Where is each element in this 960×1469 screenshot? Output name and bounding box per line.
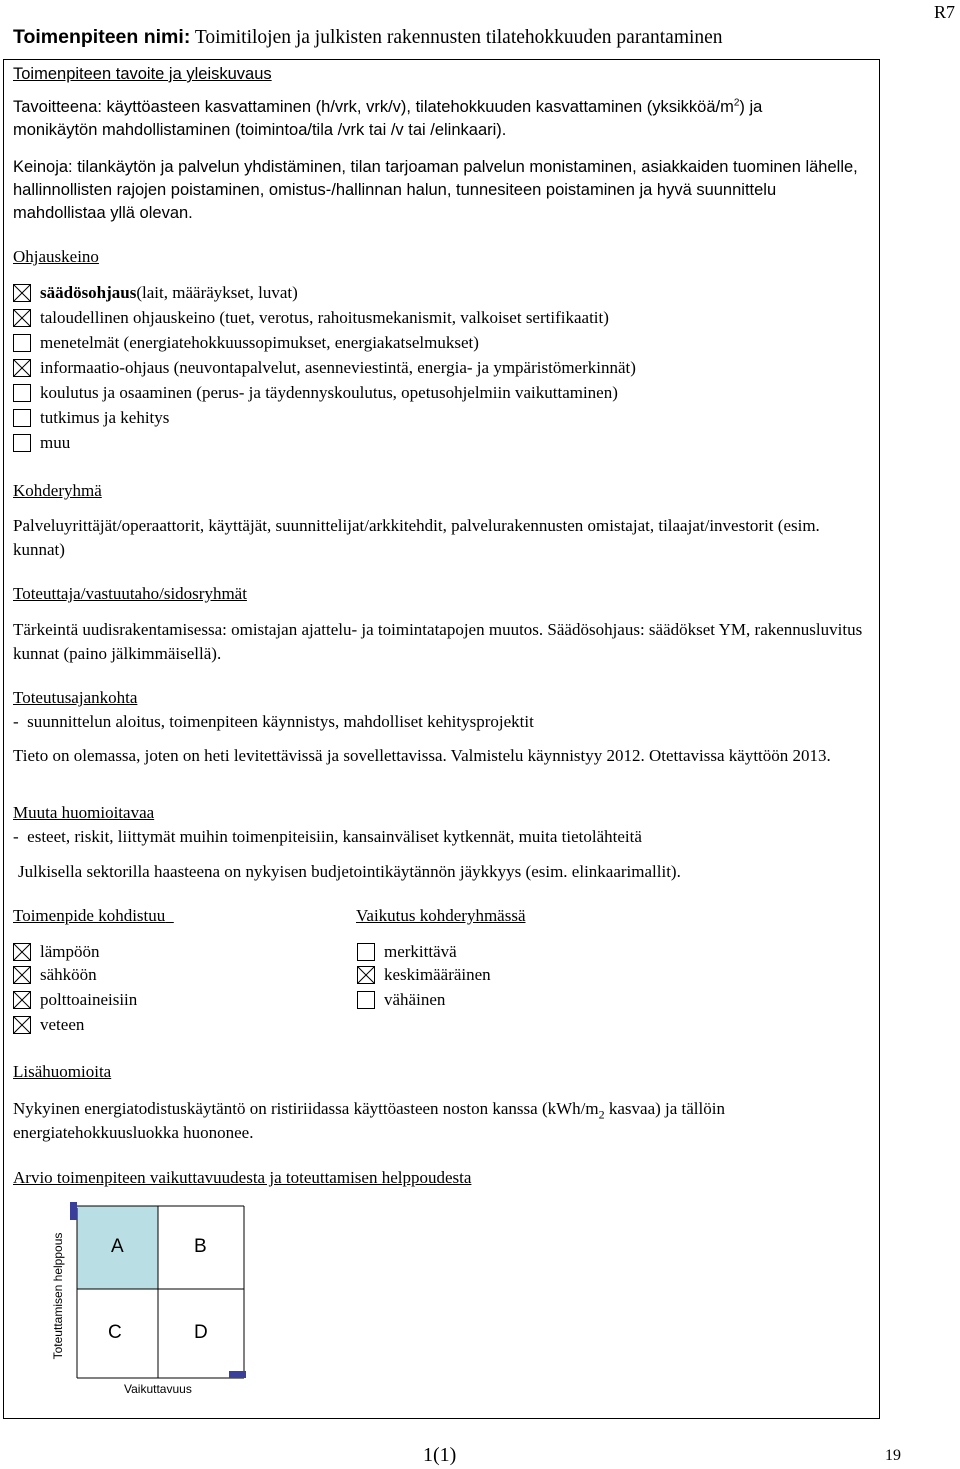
matrix-cell-a: A <box>111 1236 124 1257</box>
checkbox-empty-icon[interactable] <box>13 334 31 352</box>
checkbox-empty-icon[interactable] <box>13 434 31 452</box>
vaikutus-item-label: merkittävä <box>384 942 457 961</box>
kohdistuu-item-label: sähköön <box>40 965 97 984</box>
lisahuomioita-text <box>13 1097 873 1145</box>
toteutusajankohta-heading: Toteutusajankohta <box>13 688 138 707</box>
y-axis-label: Toteuttamisen helppous <box>51 1232 65 1360</box>
title-value: Toimitilojen ja julkisten rakennusten tilatehokkuuden parantaminen <box>194 27 723 48</box>
kohdistuu-item-label: lämpöön <box>40 942 100 961</box>
matrix-cell-d: D <box>194 1322 208 1343</box>
checkbox-checked-icon[interactable] <box>13 966 31 984</box>
x-axis-arrow-icon <box>229 1371 246 1378</box>
title-label: Toimenpiteen nimi: <box>13 26 191 48</box>
goal-target-text: Tavoitteena: käyttöasteen kasvattaminen (h/vrk, vrk/v), tilatehokkuuden kasvattaminen (yksikköä/m <box>13 98 734 116</box>
vaikutus-item <box>357 963 491 987</box>
x-axis-label: Vaikuttavuus <box>124 1382 192 1396</box>
ohjauskeino-item <box>13 431 70 455</box>
page-indicator: 1(1) <box>423 1444 457 1466</box>
muuta-heading: Muuta huomioitavaa <box>13 803 155 822</box>
lisahuomioita-text-main: Nykyinen energiatodistuskäytäntö on ristiriidassa käyttöasteen noston kanssa (kWh/m <box>13 1099 599 1118</box>
lisahuomioita-text-sub: 2 <box>598 1107 605 1122</box>
vaikutus-item-label: vähäinen <box>384 990 446 1009</box>
vaikutus-heading: Vaikutus kohderyhmässä <box>356 906 526 925</box>
ohjauskeino-item <box>13 406 169 430</box>
ohjauskeino-item-label: menetelmät (energiatehokkuussopimukset, energiakatselmukset) <box>40 333 479 352</box>
toteutusajankohta-text: Tieto on olemassa, joten on heti levitettävissä ja sovellettavissa. Valmistelu käynnistyy 2012. Otettavissa käyttöön 2013. <box>13 746 831 765</box>
lisahuomioita-text-after: kasvaa) ja tällöin energiatehokkuusluokka huononee. <box>13 1099 725 1142</box>
kohdistuu-heading <box>13 906 174 926</box>
checkbox-checked-icon[interactable] <box>13 1016 31 1034</box>
toteutusajankohta-dash-line: - suunnittelun aloitus, toimenpiteen käynnistys, mahdolliset kehitysprojektit <box>13 712 534 731</box>
muuta-dash-line: - esteet, riskit, liittymät muihin toimenpiteisiin, kansainväliset kytkennät, muita tietolähteitä <box>13 827 642 846</box>
goal-target-line2: monikäytön mahdollistaminen (toimintoa/tila /vrk tai /v tai /elinkaari). <box>13 121 507 139</box>
document-code: R7 <box>934 2 956 22</box>
ohjauskeino-heading: Ohjauskeino <box>13 247 99 266</box>
kohdistuu-item-label: veteen <box>40 1015 85 1034</box>
goal-target-sup: 2 <box>733 97 740 109</box>
ohjauskeino-item-label: koulutus ja osaaminen (perus- ja täydennyskoulutus, opetusohjelmiin vaikuttaminen) <box>40 383 618 402</box>
ohjauskeino-item <box>13 281 298 305</box>
checkbox-empty-icon[interactable] <box>13 384 31 402</box>
ohjauskeino-item <box>13 356 636 380</box>
checkbox-empty-icon[interactable] <box>13 409 31 427</box>
ohjauskeino-item-label: tutkimus ja kehitys <box>40 408 170 427</box>
kohdistuu-heading-text: Toimenpide kohdistuu <box>13 906 166 925</box>
arvio-heading: Arvio toimenpiteen vaikuttavuudesta ja toteuttamisen helppoudesta <box>13 1168 472 1187</box>
kohdistuu-item <box>13 1013 84 1037</box>
kohdistuu-item <box>13 988 137 1012</box>
page-title <box>13 26 723 49</box>
toteuttaja-text: Tärkeintä uudisrakentamisessa: omistajan ajattelu- ja toimintatapojen muutos. Säädösohjaus: säädökset YM, rakennusluvitus kunnat (paino jälkimmäisellä). <box>13 620 863 663</box>
ohjauskeino-item <box>13 381 618 405</box>
checkbox-checked-icon[interactable] <box>357 966 375 984</box>
goal-target-after: ) ja <box>739 98 763 116</box>
vaikutus-item <box>357 988 445 1012</box>
kohderyhma-text: Palveluyrittäjät/operaattorit, käyttäjät, suunnittelijat/arkkitehdit, palvelurakennusten omistajat, tilaajat/investorit (esim. kunnat) <box>13 516 820 559</box>
checkbox-checked-icon[interactable] <box>13 943 31 961</box>
kohdistuu-item <box>13 940 100 964</box>
checkbox-empty-icon[interactable] <box>357 991 375 1009</box>
vaikutus-item <box>357 940 457 964</box>
checkbox-checked-icon[interactable] <box>13 284 31 302</box>
ohjauskeino-item-bold: säädösohjaus <box>40 283 137 302</box>
matrix-cell-b: B <box>194 1236 207 1257</box>
goal-means: Keinoja: tilankäytön ja palvelun yhdistäminen, tilan tarjoaman palvelun monistaminen, asiakkaiden tuominen lähelle, hallinnollisten rajojen poistaminen, omistus-/hallinnan halun, tunnesiteen poistaminen ja hyvä suunnittelu mahdollistaa yllä olevan. <box>13 158 858 222</box>
kohdistuu-item-label: polttoaineisiin <box>40 990 138 1009</box>
lisahuomioita-heading: Lisähuomioita <box>13 1062 112 1081</box>
page-number: 19 <box>885 1447 901 1464</box>
arvio-matrix-graphic <box>40 1200 300 1400</box>
goal-heading: Toimenpiteen tavoite ja yleiskuvaus <box>13 65 272 83</box>
checkbox-checked-icon[interactable] <box>13 991 31 1009</box>
toteuttaja-heading: Toteuttaja/vastuutaho/sidosryhmät <box>13 584 247 603</box>
checkbox-checked-icon[interactable] <box>13 359 31 377</box>
kohdistuu-item <box>13 963 97 987</box>
ohjauskeino-item-label: taloudellinen ohjauskeino (tuet, verotus, rahoitusmekanismit, valkoiset sertifikaatit) <box>40 308 609 327</box>
muuta-text: Julkisella sektorilla haasteena on nykyisen budjetointikäytännön jäykkyys (esim. elinkaarimallit). <box>18 862 681 881</box>
vaikutus-item-label: keskimääräinen <box>384 965 491 984</box>
y-axis-arrow-icon <box>70 1202 77 1220</box>
kohderyhma-heading: Kohderyhmä <box>13 481 102 500</box>
ohjauskeino-item-label: (lait, määräykset, luvat) <box>136 283 298 302</box>
ohjauskeino-item-label: muu <box>40 433 71 452</box>
checkbox-checked-icon[interactable] <box>13 309 31 327</box>
ohjauskeino-item <box>13 331 479 355</box>
goal-target <box>13 96 873 142</box>
matrix-cell-c: C <box>108 1322 122 1343</box>
ohjauskeino-item-label: informaatio-ohjaus (neuvontapalvelut, asenneviestintä, energia- ja ympäristömerkinnät) <box>40 358 636 377</box>
checkbox-empty-icon[interactable] <box>357 943 375 961</box>
ohjauskeino-item <box>13 306 609 330</box>
